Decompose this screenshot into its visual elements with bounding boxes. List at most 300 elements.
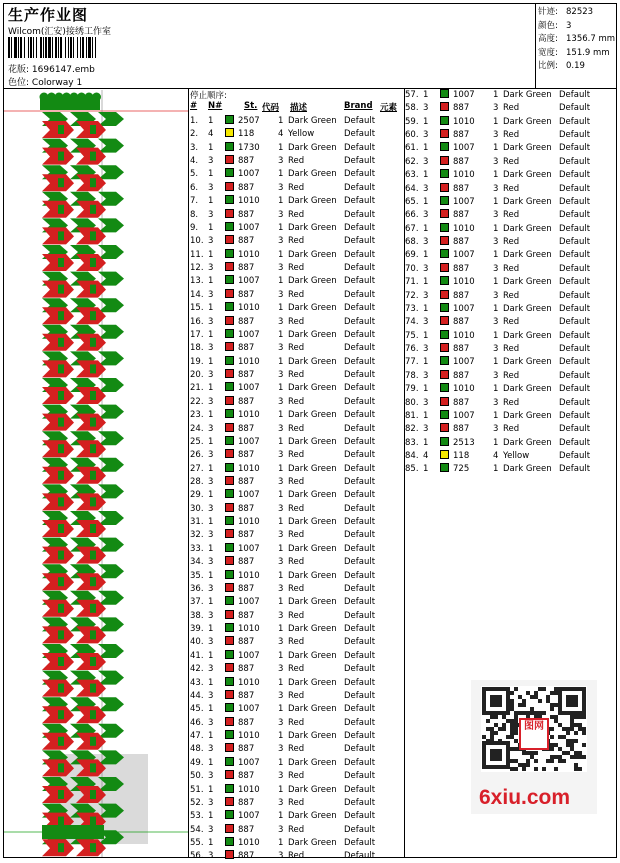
stop-number: 46. <box>190 717 204 728</box>
stop-number: 7. <box>190 196 199 207</box>
qr-module <box>550 715 554 719</box>
thread-code: 1010 <box>238 517 260 528</box>
thread-code: 887 <box>238 423 255 434</box>
thread-brand: Default <box>344 463 376 474</box>
thread-code: 1007 <box>238 650 260 661</box>
color-swatch <box>440 129 449 138</box>
thread-brand: Default <box>344 490 376 501</box>
needle-number: 3 <box>208 396 214 407</box>
qr-module <box>486 727 490 731</box>
thread-description: Dark Green <box>288 704 337 715</box>
needle-number: 3 <box>208 583 214 594</box>
qr-module <box>522 751 526 755</box>
sequence-row <box>405 116 617 129</box>
thread-description: Dark Green <box>503 357 552 368</box>
green-accent <box>58 311 64 320</box>
stop-number: 65. <box>405 196 419 207</box>
sequence-caption: 停止顺序: <box>190 91 227 101</box>
color-swatch <box>225 636 234 645</box>
qr-module <box>530 711 534 715</box>
green-accent <box>58 657 64 666</box>
stop-number: 36. <box>190 583 204 594</box>
sequence-row <box>190 757 402 770</box>
green-accent <box>58 630 64 639</box>
stop-number: 83. <box>405 437 419 448</box>
sequence-row <box>190 623 402 636</box>
thread-description: Dark Green <box>288 650 337 661</box>
sequence-row <box>190 182 402 195</box>
stop-number: 43. <box>190 677 204 688</box>
qr-module <box>550 743 554 747</box>
stop-number: 12. <box>190 263 204 274</box>
thread-index: 1 <box>278 116 284 126</box>
sequence-row <box>190 249 402 262</box>
color-swatch <box>225 784 234 793</box>
thread-code: 1007 <box>238 276 260 287</box>
sequence-row <box>190 463 402 476</box>
color-swatch <box>440 116 449 125</box>
color-swatch <box>440 142 449 151</box>
barcode <box>8 37 133 58</box>
sequence-row <box>405 397 617 410</box>
qr-module <box>574 723 578 727</box>
needle-number: 1 <box>208 142 214 153</box>
needle-number: 1 <box>208 410 214 421</box>
thread-brand: Default <box>559 450 591 461</box>
green-accent <box>90 285 96 294</box>
color-swatch <box>225 543 234 552</box>
sequence-row <box>405 383 617 396</box>
qr-module <box>510 735 514 739</box>
thread-brand: Default <box>344 450 376 461</box>
green-accent <box>58 497 64 506</box>
sequence-row <box>190 850 402 863</box>
stop-number: 56. <box>190 851 204 862</box>
qr-module <box>526 691 530 695</box>
thread-code: 887 <box>238 717 255 728</box>
top-band <box>40 98 100 110</box>
stop-number: 13. <box>190 276 204 287</box>
qr-module <box>582 727 586 731</box>
green-accent <box>90 817 96 826</box>
thread-code: 1007 <box>453 410 475 421</box>
thread-brand: Default <box>559 384 591 395</box>
green-accent <box>58 231 64 240</box>
qr-module <box>490 727 494 731</box>
thread-brand: Default <box>559 277 591 288</box>
color-swatch <box>440 209 449 218</box>
thread-code: 1007 <box>238 704 260 715</box>
qr-module <box>570 715 574 719</box>
needle-number: 1 <box>208 249 214 260</box>
qr-module <box>490 735 494 739</box>
thread-index: 1 <box>278 356 284 367</box>
thread-code: 887 <box>238 690 255 701</box>
thread-description: Dark Green <box>503 223 552 234</box>
thread-description: Red <box>288 209 305 220</box>
color-swatch <box>225 583 234 592</box>
color-swatch <box>440 290 449 299</box>
thread-index: 3 <box>493 344 499 355</box>
qr-module <box>514 759 518 763</box>
thread-brand: Default <box>559 156 591 167</box>
thread-description: Red <box>288 583 305 594</box>
thread-brand: Default <box>344 196 376 207</box>
color-swatch <box>440 236 449 245</box>
stop-number: 66. <box>405 210 419 221</box>
qr-module <box>582 755 586 759</box>
qr-module <box>566 731 570 735</box>
color-swatch <box>440 183 449 192</box>
thread-brand: Default <box>344 530 376 541</box>
qr-module <box>510 691 514 695</box>
thread-code: 1010 <box>453 330 475 341</box>
thread-code: 1010 <box>453 384 475 395</box>
thread-index: 1 <box>278 677 284 688</box>
thread-index: 3 <box>493 156 499 167</box>
thread-code: 887 <box>453 130 470 141</box>
thread-description: Dark Green <box>288 463 337 474</box>
color-swatch <box>225 275 234 284</box>
stat-row <box>538 5 593 17</box>
thread-brand: Default <box>559 116 591 127</box>
sequence-row <box>190 168 402 181</box>
thread-index: 3 <box>278 690 284 701</box>
sequence-row <box>190 770 402 783</box>
green-accent <box>90 444 96 453</box>
sequence-row <box>405 276 617 289</box>
needle-number: 1 <box>208 383 214 394</box>
thread-code: 1007 <box>238 383 260 394</box>
sequence-row <box>190 489 402 502</box>
needle-number: 4 <box>423 450 429 461</box>
qr-module <box>530 755 534 759</box>
sequence-row <box>190 717 402 730</box>
design-file-label: 花版: <box>8 65 30 75</box>
thread-description: Dark Green <box>288 222 337 233</box>
needle-number: 3 <box>208 664 214 675</box>
thread-index: 1 <box>278 731 284 742</box>
green-accent <box>90 391 96 400</box>
thread-description: Dark Green <box>288 329 337 340</box>
stop-number: 51. <box>190 784 204 795</box>
thread-brand: Default <box>344 396 376 407</box>
thread-description: Red <box>288 343 305 354</box>
color-swatch <box>225 476 234 485</box>
sequence-row <box>405 343 617 356</box>
embroidery-design-preview <box>4 90 188 857</box>
green-accent <box>58 338 64 347</box>
stop-number: 38. <box>190 610 204 621</box>
green-accent <box>90 497 96 506</box>
thread-brand: Default <box>344 476 376 487</box>
needle-number: 3 <box>208 557 214 568</box>
thread-index: 3 <box>278 396 284 407</box>
sequence-row <box>190 743 402 756</box>
thread-index: 3 <box>278 637 284 648</box>
thread-brand: Default <box>344 129 376 140</box>
needle-number: 3 <box>423 210 429 221</box>
stop-number: 63. <box>405 170 419 181</box>
thread-code: 1007 <box>453 196 475 207</box>
thread-code: 1007 <box>453 90 475 100</box>
thread-index: 3 <box>278 182 284 193</box>
thread-description: Dark Green <box>288 731 337 742</box>
sequence-row <box>190 476 402 489</box>
green-accent <box>58 790 64 799</box>
thread-brand: Default <box>344 329 376 340</box>
qr-module <box>522 699 526 703</box>
thread-brand: Default <box>344 517 376 528</box>
thread-description: Dark Green <box>288 116 337 126</box>
thread-code: 887 <box>238 370 255 381</box>
sequence-row <box>405 102 617 115</box>
thread-code: 887 <box>238 557 255 568</box>
stop-number: 34. <box>190 557 204 568</box>
thread-brand: Default <box>559 370 591 381</box>
stop-number: 14. <box>190 289 204 300</box>
qr-module <box>546 699 550 703</box>
color-swatch <box>225 449 234 458</box>
qr-module <box>562 751 566 755</box>
sequence-row <box>190 128 402 141</box>
qr-module <box>514 767 518 771</box>
qr-module <box>510 759 514 763</box>
thread-code: 1010 <box>453 170 475 181</box>
green-accent <box>58 577 64 586</box>
thread-brand: Default <box>344 824 376 835</box>
thread-description: Red <box>503 290 520 301</box>
thread-description: Dark Green <box>503 90 552 100</box>
thread-brand: Default <box>559 357 591 368</box>
thread-description: Red <box>288 450 305 461</box>
thread-code: 887 <box>238 530 255 541</box>
sequence-column-header: N# <box>208 101 223 111</box>
needle-number: 1 <box>423 437 429 448</box>
qr-module <box>558 755 562 759</box>
sequence-row <box>405 437 617 450</box>
thread-description: Red <box>288 717 305 728</box>
thread-brand: Default <box>344 757 376 768</box>
needle-number: 3 <box>208 824 214 835</box>
color-swatch <box>225 596 234 605</box>
thread-index: 3 <box>278 771 284 782</box>
thread-description: Red <box>503 156 520 167</box>
green-accent <box>90 684 96 693</box>
needle-number: 3 <box>208 450 214 461</box>
stop-number: 71. <box>405 277 419 288</box>
qr-module <box>518 711 522 715</box>
thread-brand: Default <box>559 170 591 181</box>
thread-index: 1 <box>493 303 499 314</box>
needle-number: 1 <box>208 303 214 314</box>
stop-number: 58. <box>405 103 419 114</box>
thread-index: 1 <box>278 276 284 287</box>
thread-index: 1 <box>278 837 284 848</box>
stop-number: 29. <box>190 490 204 501</box>
sequence-row <box>190 316 402 329</box>
sequence-row <box>405 410 617 423</box>
needle-number: 3 <box>208 717 214 728</box>
color-swatch <box>225 824 234 833</box>
thread-code: 887 <box>453 397 470 408</box>
qr-module <box>534 767 538 771</box>
thread-description: Red <box>503 263 520 274</box>
stop-number: 20. <box>190 370 204 381</box>
qr-module <box>578 755 582 759</box>
qr-module <box>510 747 514 751</box>
stat-value: 1356.7 mm <box>566 34 616 44</box>
qr-module <box>510 767 514 771</box>
thread-code: 1010 <box>238 677 260 688</box>
thread-index: 3 <box>493 237 499 248</box>
color-swatch <box>225 489 234 498</box>
thread-index: 1 <box>493 250 499 261</box>
thread-code: 887 <box>453 156 470 167</box>
stop-number: 47. <box>190 731 204 742</box>
thread-description: Dark Green <box>503 250 552 261</box>
sequence-row <box>190 730 402 743</box>
thread-brand: Default <box>344 383 376 394</box>
color-swatch <box>225 168 234 177</box>
needle-number: 3 <box>208 289 214 300</box>
thread-index: 3 <box>278 289 284 300</box>
sequence-row <box>190 262 402 275</box>
thread-code: 1007 <box>238 597 260 608</box>
color-swatch <box>440 276 449 285</box>
qr-module <box>546 759 550 763</box>
thread-code: 1010 <box>238 784 260 795</box>
sequence-row <box>405 129 617 142</box>
color-swatch <box>225 850 234 859</box>
barcode-bar <box>96 37 98 58</box>
sequence-column-header: # <box>190 101 198 111</box>
thread-description: Red <box>288 797 305 808</box>
sequence-row <box>190 369 402 382</box>
sequence-row <box>190 275 402 288</box>
color-swatch <box>440 383 449 392</box>
thread-description: Dark Green <box>503 410 552 421</box>
sequence-row <box>190 837 402 850</box>
thread-index: 3 <box>278 423 284 434</box>
qr-module <box>558 735 562 739</box>
sequence-column-header: 元素 <box>380 103 398 113</box>
qr-module <box>546 695 550 699</box>
thread-index: 1 <box>278 303 284 314</box>
sequence-row <box>190 329 402 342</box>
thread-brand: Default <box>344 771 376 782</box>
needle-number: 1 <box>423 357 429 368</box>
qr-module <box>502 715 506 719</box>
thread-index: 3 <box>278 610 284 621</box>
qr-module <box>514 747 518 751</box>
color-swatch <box>225 195 234 204</box>
green-accent <box>90 524 96 533</box>
thread-brand: Default <box>344 370 376 381</box>
qr-module <box>510 699 514 703</box>
stop-number: 35. <box>190 570 204 581</box>
sequence-row <box>190 703 402 716</box>
thread-brand: Default <box>344 423 376 434</box>
thread-code: 887 <box>238 771 255 782</box>
qr-module <box>530 707 534 711</box>
qr-module <box>578 767 582 771</box>
thread-description: Red <box>288 156 305 167</box>
thread-code: 887 <box>238 637 255 648</box>
needle-number: 1 <box>208 517 214 528</box>
needle-number: 3 <box>208 316 214 327</box>
qr-module <box>566 727 570 731</box>
qr-module <box>570 723 574 727</box>
needle-number: 3 <box>208 610 214 621</box>
qr-module <box>514 711 518 715</box>
thread-brand: Default <box>559 410 591 421</box>
thread-code: 887 <box>453 263 470 274</box>
thread-code: 887 <box>238 610 255 621</box>
green-accent <box>90 790 96 799</box>
stop-number: 62. <box>405 156 419 167</box>
thread-code: 1010 <box>238 196 260 207</box>
thread-brand: Default <box>344 303 376 314</box>
qr-module <box>574 767 578 771</box>
sequence-row <box>190 356 402 369</box>
thread-description: Dark Green <box>288 356 337 367</box>
color-swatch <box>225 837 234 846</box>
thread-brand: Default <box>559 290 591 301</box>
thread-brand: Default <box>344 276 376 287</box>
stop-number: 77. <box>405 357 419 368</box>
thread-brand: Default <box>559 196 591 207</box>
thread-code: 887 <box>238 156 255 167</box>
thread-description: Dark Green <box>288 303 337 314</box>
stat-label: 比例: <box>538 61 558 71</box>
thread-code: 887 <box>238 209 255 220</box>
sequence-row <box>190 784 402 797</box>
thread-description: Red <box>288 476 305 487</box>
green-accent <box>90 710 96 719</box>
green-accent <box>90 125 96 134</box>
thread-brand: Default <box>344 583 376 594</box>
thread-brand: Default <box>344 797 376 808</box>
thread-description: Red <box>288 690 305 701</box>
thread-brand: Default <box>344 116 376 126</box>
stat-label: 针迹: <box>538 7 558 17</box>
thread-index: 1 <box>493 330 499 341</box>
green-accent <box>58 684 64 693</box>
stat-label: 宽度: <box>538 47 558 58</box>
stop-number: 17. <box>190 329 204 340</box>
sequence-row <box>190 342 402 355</box>
thread-brand: Default <box>559 143 591 154</box>
sequence-row <box>190 209 402 222</box>
thread-brand: Default <box>344 249 376 260</box>
green-accent <box>58 843 64 852</box>
qr-module <box>510 703 514 707</box>
thread-index: 1 <box>278 463 284 474</box>
qr-module <box>558 747 562 751</box>
thread-brand: Default <box>344 436 376 447</box>
thread-description: Red <box>288 236 305 247</box>
thread-brand: Default <box>559 344 591 355</box>
stop-number: 22. <box>190 396 204 407</box>
qr-module <box>514 731 518 735</box>
sequence-row <box>405 156 617 169</box>
thread-code: 2513 <box>453 437 475 448</box>
color-swatch <box>225 610 234 619</box>
color-swatch <box>225 677 234 686</box>
sequence-row <box>190 409 402 422</box>
sequence-row <box>190 396 402 409</box>
